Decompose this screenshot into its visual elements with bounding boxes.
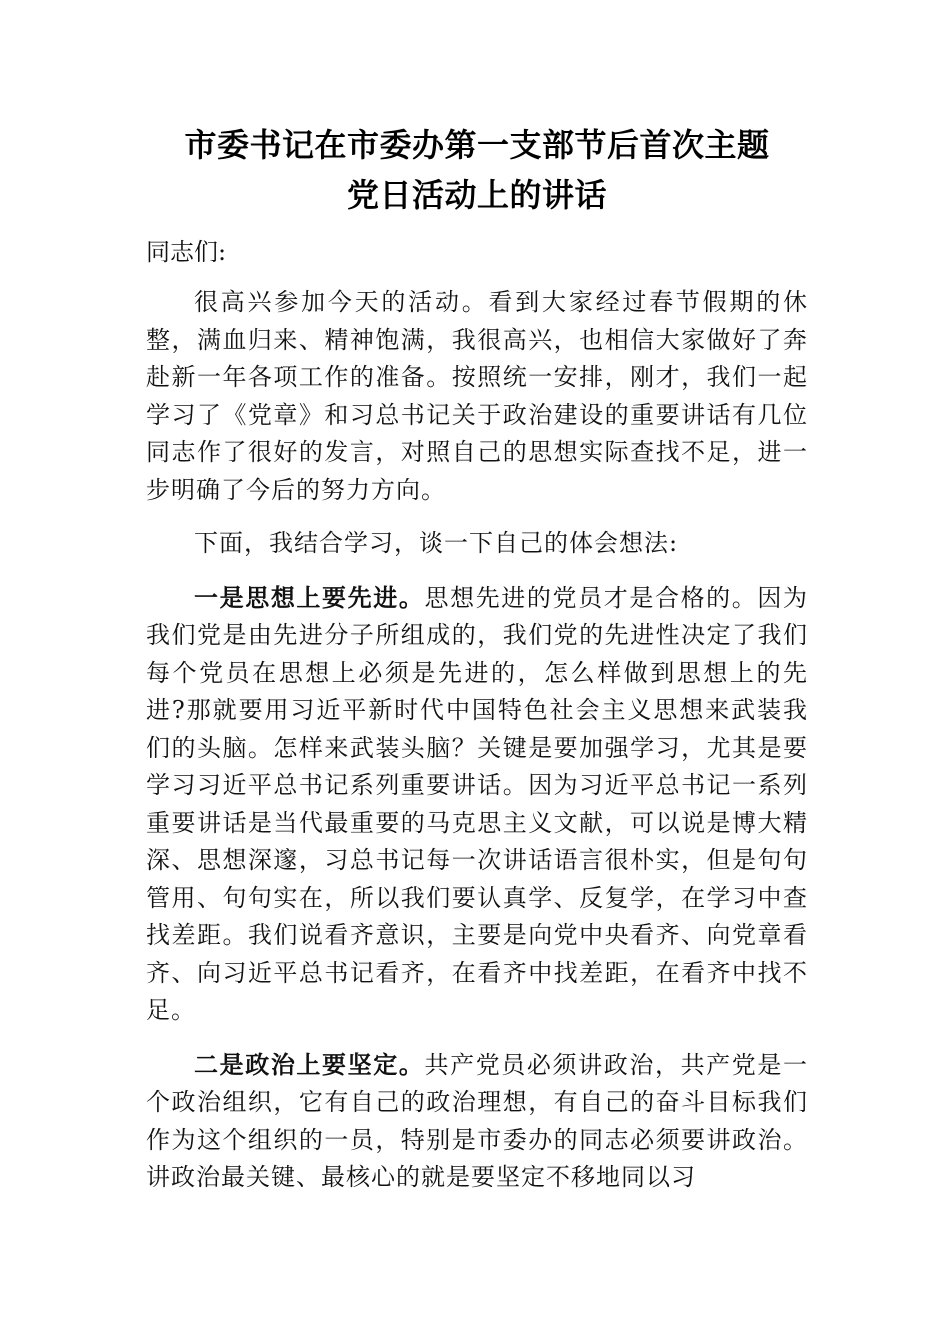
- paragraph-transition: [146, 525, 808, 563]
- paragraph-lead: 二是政治上要坚定。: [194, 1049, 425, 1079]
- document-page: [146, 120, 808, 1197]
- title-line-1: 市委书记在市委办第一支部节后首次主题: [184, 126, 770, 164]
- paragraph-text: 共产党员必须讲政治，共产党是一个政治组织，它有自己的政治理想，有自己的奋斗目标我们作为这个组织的一员，特别是市委办的同志必须要讲政治。讲政治最关键、最核心的就是要坚定不移地同以习: [146, 1050, 809, 1191]
- paragraph-point-one: [146, 579, 808, 1030]
- paragraph-text: 下面，我结合学习，谈一下自己的体会想法:: [194, 529, 679, 557]
- paragraph-intro: [146, 284, 808, 509]
- title-line-2: 党日活动上的讲话: [346, 176, 607, 214]
- paragraph-lead: 一是思想上要先进。: [194, 582, 425, 612]
- paragraph-text: 思想先进的党员才是合格的。因为我们党是由先进分子所组成的，我们党的先进性决定了我们每个党员在思想上必须是先进的，怎么样做到思想上的先进?那就要用习近平新时代中国特色社会主义思想来武装我们的头脑。怎样来武装头脑？关键是要加强学习，尤其是要学习习近平总书记系列重要讲话。因为习近平总书记一系列重要讲话是当代最重要的马克思主义文献，可以说是博大精深、思想深邃，习总书记每一次讲话语言很朴实，但是句句管用、句句实在，所以我们要认真学、反复学，在学习中查找差距。我们说看齐意识，主要是向党中央看齐、向党章看齐、向习近平总书记看齐，在看齐中找差距，在看齐中找不足。: [146, 583, 809, 1024]
- salutation: 同志们:: [146, 238, 227, 266]
- paragraph-text: 很高兴参加今天的活动。看到大家经过春节假期的休整，满血归来、精神饱满，我很高兴，也相信大家做好了奔赴新一年各项工作的准备。按照统一安排，刚才，我们一起学习了《党章》和习总书记关于政治建设的重要讲话有几位同志作了很好的发言，对照自己的思想实际查找不足，进一步明确了今后的努力方向。: [146, 288, 808, 504]
- paragraph-point-two: [146, 1046, 808, 1197]
- document-title: [146, 120, 808, 220]
